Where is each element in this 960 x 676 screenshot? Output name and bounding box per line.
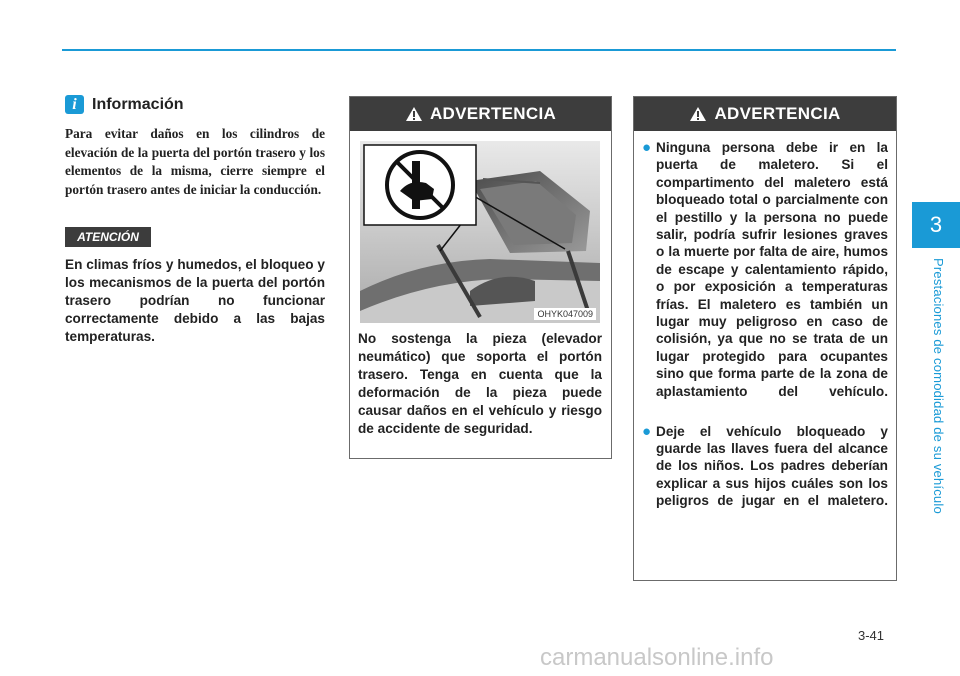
warning-bullet: ● Deje el vehículo bloqueado y guarde las llaves fuera del alcance de los niños. Los padres deberían explicar a sus hijos cuáles son los peligros de jugar en el maletero. — [642, 422, 888, 509]
bullet-dot-icon: ● — [642, 422, 652, 440]
warning-text: No sostenga la pieza (elevador neumático) que soporta el portón trasero. Tenga en cuenta que la deformación de la pieza puede causar daños en el vehículo y riesgo de accidente de seguridad. — [358, 331, 602, 436]
watermark: carmanualsonline.info — [540, 644, 774, 671]
chapter-number-tab: 3 — [912, 202, 960, 248]
warning-header — [350, 97, 611, 131]
info-icon: i — [65, 95, 84, 114]
info-text: Para evitar daños en los cilindros de elevación de la puerta del portón trasero y los elementos de la misma, cierre siempre el portón trasero antes de iniciar la conducción. — [65, 126, 325, 197]
warning-bullet: ● Ninguna persona debe ir en la puerta de maletero. Si el compartimento del maletero está bloqueado total o parcialmente con el pestillo y la persona no puede salir, podría sufrir lesiones graves o la muerte por falta de aire, humos de escape y calentamiento rápido, o por exposición a temperaturas frías. El maletero es también un lugar muy peligroso en caso de colisión, ya que no se trata de un lugar protegido para ocupantes sino que forma parte de la zona de aplastamiento del vehículo. — [642, 139, 888, 399]
top-rule — [62, 49, 896, 51]
info-title: Información — [92, 95, 184, 113]
warning-triangle-icon — [689, 106, 707, 122]
caution-text: En climas fríos y humedos, el bloqueo y los mecanismos de la puerta del portón trasero podrían no funcionar correctamente debido a las bajas temperaturas. — [65, 257, 325, 344]
warning-title: ADVERTENCIA — [714, 104, 841, 123]
page-number: 3-41 — [858, 628, 885, 643]
warning-triangle-icon — [405, 106, 423, 122]
info-heading — [65, 95, 184, 114]
liftgate-photo — [360, 141, 600, 323]
bullet-dot-icon: ● — [642, 139, 652, 156]
caution-label: ATENCIÓN — [65, 227, 151, 247]
warning-box-liftgate-strut — [349, 96, 612, 459]
warning-title: ADVERTENCIA — [429, 104, 557, 123]
chapter-title: Prestaciones de comodidad de su vehículo — [931, 258, 946, 514]
figure-code: OHYK047009 — [534, 308, 596, 320]
warning-bullet-list — [642, 139, 888, 532]
liftgate-strut-illustration — [360, 141, 600, 323]
warning-header — [634, 97, 896, 131]
warning-box-trunk — [633, 96, 897, 581]
